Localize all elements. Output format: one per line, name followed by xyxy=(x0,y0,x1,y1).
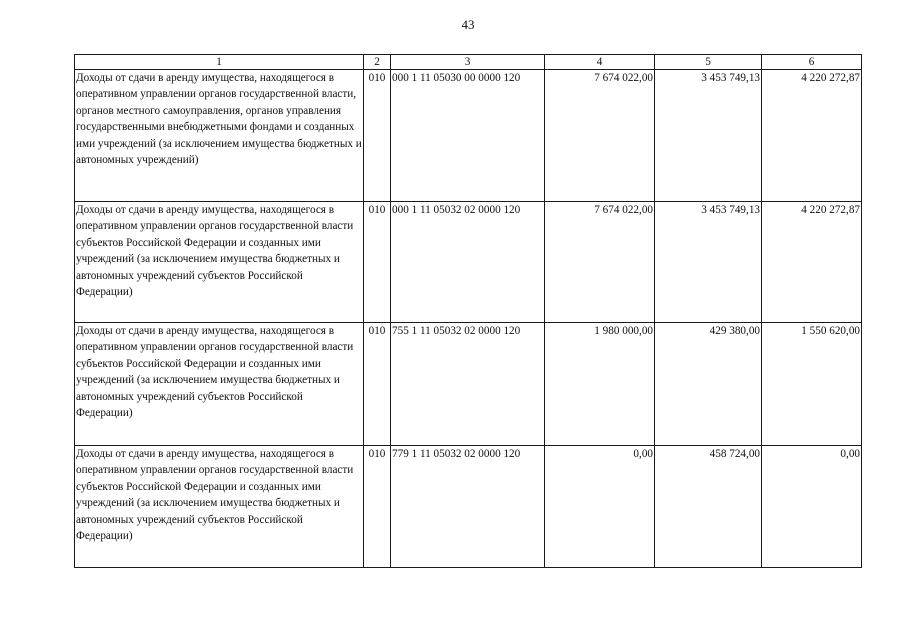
amount-column-4-cell: 1 980 000,00 xyxy=(545,323,655,446)
column-number-row xyxy=(75,55,862,70)
revenue-table xyxy=(74,54,862,568)
revenue-name-cell: Доходы от сдачи в аренду имущества, находящегося в оперативном управлении органов государственной власти субъектов Российской Федерации и созданных ими учреждений (за исключением имущества бюджетных и автономных учреждений субъектов Российской Федерации) xyxy=(75,446,364,568)
amount-column-6-cell: 4 220 272,87 xyxy=(762,70,862,202)
amount-column-4-cell: 7 674 022,00 xyxy=(545,202,655,323)
amount-column-4-cell: 7 674 022,00 xyxy=(545,70,655,202)
administrator-code-cell: 010 xyxy=(364,323,391,446)
amount-column-5-cell: 429 380,00 xyxy=(655,323,762,446)
page-number: 43 xyxy=(461,17,475,32)
revenue-name-cell: Доходы от сдачи в аренду имущества, находящегося в оперативном управлении органов государственной власти субъектов Российской Федерации и созданных ими учреждений (за исключением имущества бюджетных и автономных учреждений субъектов Российской Федерации) xyxy=(75,323,364,446)
budget-classification-code-cell: 000 1 11 05030 00 0000 120 xyxy=(391,70,545,202)
table-row xyxy=(75,323,862,446)
column-header-6: 6 xyxy=(762,55,862,70)
revenue-name-cell: Доходы от сдачи в аренду имущества, находящегося в оперативном управлении органов государственной власти, органов местного самоуправления, органов управления государственными внебюджетными фондами и созданных ими учреждений (за исключением имущества бюджетных и автономных учреждений) xyxy=(75,70,364,202)
budget-classification-code-cell: 755 1 11 05032 02 0000 120 xyxy=(391,323,545,446)
budget-classification-code-cell: 000 1 11 05032 02 0000 120 xyxy=(391,202,545,323)
amount-column-5-cell: 458 724,00 xyxy=(655,446,762,568)
table-row xyxy=(75,446,862,568)
administrator-code-cell: 010 xyxy=(364,202,391,323)
amount-column-5-cell: 3 453 749,13 xyxy=(655,70,762,202)
column-header-4: 4 xyxy=(545,55,655,70)
administrator-code-cell: 010 xyxy=(364,446,391,568)
column-header-2: 2 xyxy=(364,55,391,70)
amount-column-6-cell: 1 550 620,00 xyxy=(762,323,862,446)
column-header-5: 5 xyxy=(655,55,762,70)
budget-classification-code-cell: 779 1 11 05032 02 0000 120 xyxy=(391,446,545,568)
amount-column-6-cell: 4 220 272,87 xyxy=(762,202,862,323)
amount-column-5-cell: 3 453 749,13 xyxy=(655,202,762,323)
administrator-code-cell: 010 xyxy=(364,70,391,202)
table-row xyxy=(75,202,862,323)
column-header-3: 3 xyxy=(391,55,545,70)
table-row xyxy=(75,70,862,202)
amount-column-4-cell: 0,00 xyxy=(545,446,655,568)
amount-column-6-cell: 0,00 xyxy=(762,446,862,568)
revenue-name-cell: Доходы от сдачи в аренду имущества, находящегося в оперативном управлении органов государственной власти субъектов Российской Федерации и созданных ими учреждений (за исключением имущества бюджетных и автономных учреждений субъектов Российской Федерации) xyxy=(75,202,364,323)
column-header-1: 1 xyxy=(75,55,364,70)
